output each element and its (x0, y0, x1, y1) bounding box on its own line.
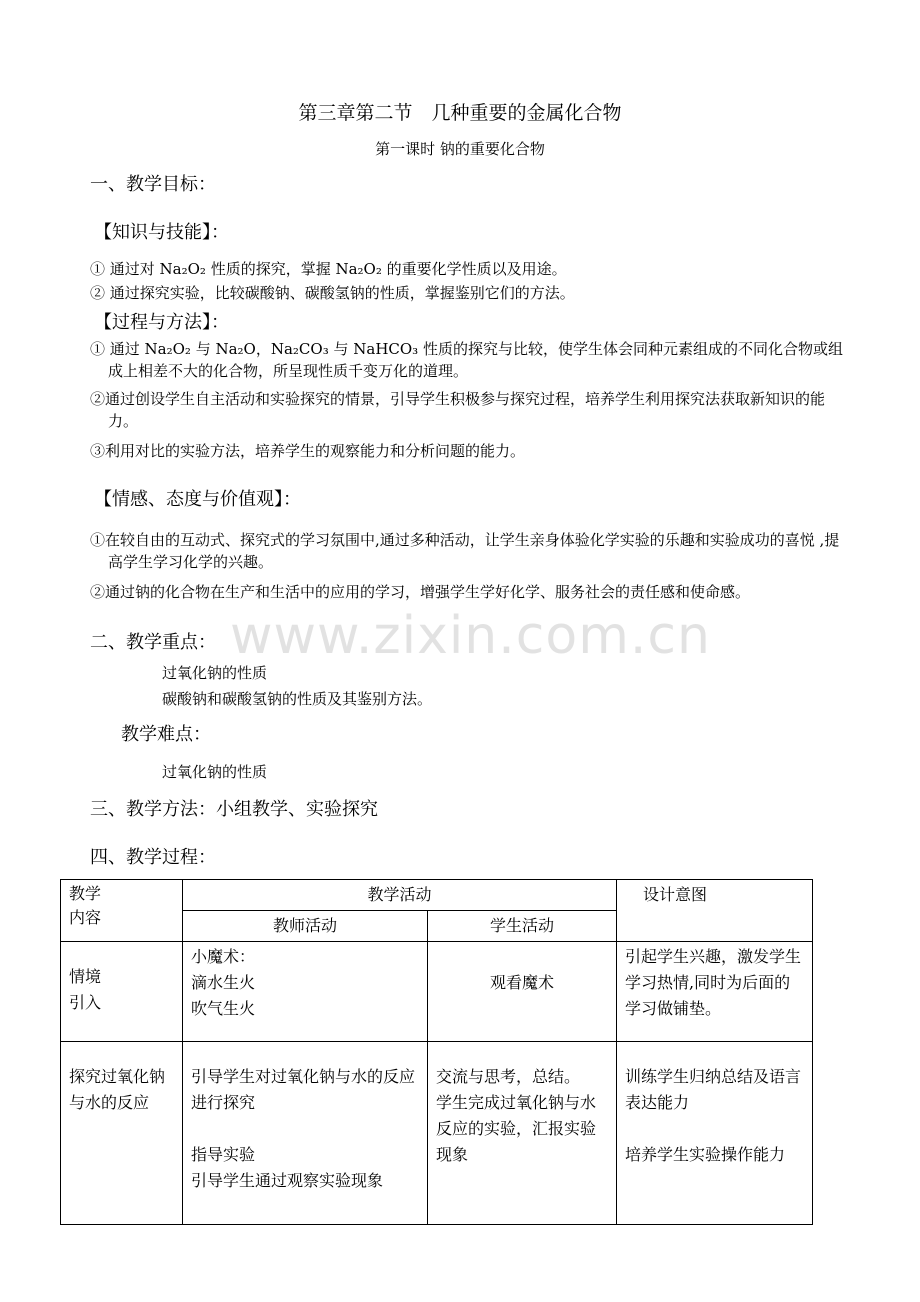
page-title: 第三章第二节 几种重要的金属化合物 (298, 102, 622, 124)
process-item-1: ① 通过 Na₂O₂ 与 Na₂O，Na₂CO₃ 与 NaHCO₃ 性质的探究与比较，使学生体会同种元素组成的不同化合物或组成上相差不大的化合物，所呈现性质千变万化的道理。 (90, 340, 843, 380)
lesson-plan-table (60, 879, 813, 1225)
steps-heading: 四、教学过程： (90, 847, 216, 868)
row-student-cell: 观看魔术 (428, 942, 617, 1042)
emotion-item-1: ①在较自由的互动式、探究式的学习氛围中,通过多种活动，让学生亲身体验化学实验的乐趣和实验成功的喜悦 ,提高学生学习化学的兴趣。 (90, 531, 840, 571)
header-content-cell: 教学 内容 (61, 880, 183, 942)
keypoint-item-1: 过氧化钠的性质 (162, 664, 268, 682)
knowledge-item-2: ② 通过探究实验，比较碳酸钠、碳酸氢钠的性质，掌握鉴别它们的方法。 (90, 284, 575, 302)
row-design-cell: 引起学生兴趣，激发学生学习热情,同时为后面的学习做铺垫。 (617, 942, 813, 1042)
page-subtitle: 第一课时 钠的重要化合物 (375, 140, 545, 158)
knowledge-heading: 【知识与技能】： (94, 222, 229, 243)
process-item-2: ②通过创设学生自主活动和实验探究的情景，引导学生积极参与探究过程，培养学生利用探究法获取新知识的能力。 (90, 390, 826, 430)
knowledge-item-1: ① 通过对 Na₂O₂ 性质的探究，掌握 Na₂O₂ 的重要化学性质以及用途。 (90, 260, 567, 278)
header-student-cell: 学生活动 (428, 911, 617, 942)
difficulty-heading: 教学难点： (121, 724, 211, 745)
row-content-cell: 情境 引入 (61, 942, 183, 1042)
difficulty-item-1: 过氧化钠的性质 (162, 763, 268, 781)
row-teacher-cell: 小魔术： 滴水生火 吹气生火 (183, 942, 428, 1042)
table-header-row (61, 880, 813, 911)
header-activity-cell: 教学活动 (183, 880, 617, 911)
table-row (61, 942, 813, 1042)
process-item-3: ③利用对比的实验方法，培养学生的观察能力和分析问题的能力。 (90, 442, 526, 460)
keypoints-heading: 二、教学重点： (90, 632, 216, 653)
section-goals-heading: 一、教学目标： (90, 174, 216, 195)
process-heading: 【过程与方法】： (94, 312, 229, 333)
emotion-heading: 【情感、态度与价值观】： (94, 489, 301, 510)
row-content-cell: 探究过氧化钠与水的反应 (61, 1042, 183, 1225)
header-design-cell: 设计意图 (617, 880, 813, 942)
table-row (61, 1042, 813, 1225)
row-design-cell: 训练学生归纳总结及语言表达能力 培养学生实验操作能力 (617, 1042, 813, 1225)
method-heading: 三、教学方法：小组教学、实验探究 (90, 799, 378, 820)
keypoint-item-2: 碳酸钠和碳酸氢钠的性质及其鉴别方法。 (162, 690, 433, 708)
watermark: www.zixin.com.cn (230, 606, 711, 666)
row-teacher-cell: 引导学生对过氧化钠与水的反应进行探究 指导实验 引导学生通过观察实验现象 (183, 1042, 428, 1225)
header-teacher-cell: 教师活动 (183, 911, 428, 942)
emotion-item-2: ②通过钠的化合物在生产和生活中的应用的学习，增强学生学好化学、服务社会的责任感和使命感。 (90, 583, 751, 601)
row-student-cell: 交流与思考，总结。 学生完成过氧化钠与水反应的实验，汇报实验现象 (428, 1042, 617, 1225)
